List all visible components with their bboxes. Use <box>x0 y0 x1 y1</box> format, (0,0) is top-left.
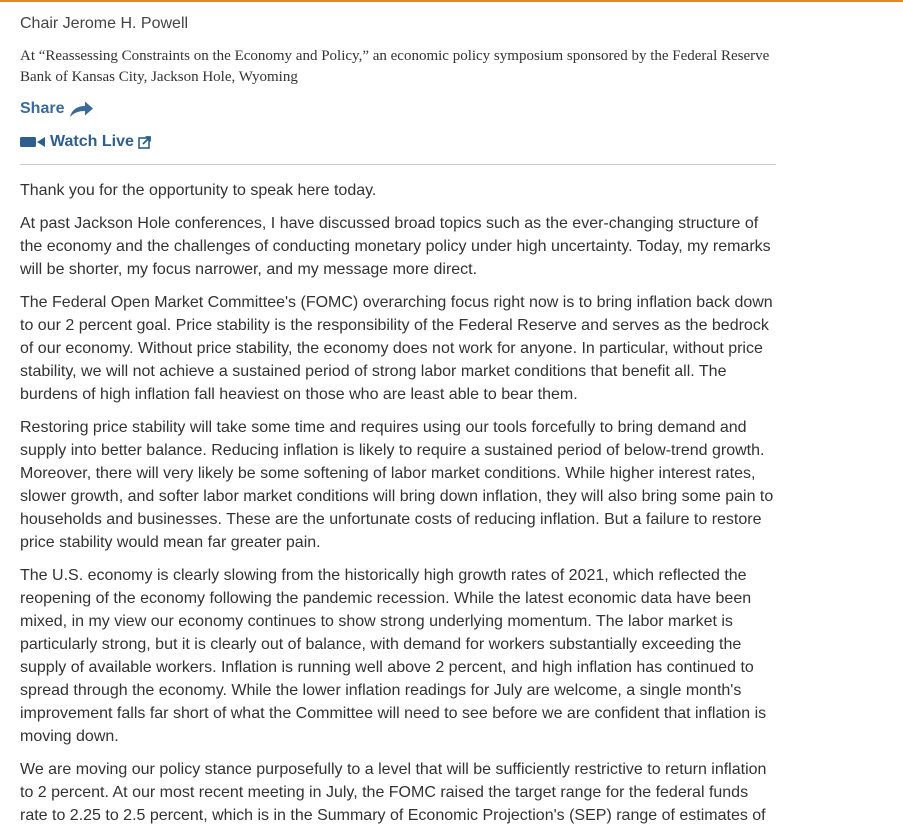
watch-live-link[interactable] <box>20 131 160 153</box>
speech-paragraph: Thank you for the opportunity to speak here today. <box>20 182 377 199</box>
share-label: Share <box>20 100 65 117</box>
speech-paragraph: The Federal Open Market Committee's (FOMC) overarching focus right now is to bring inflation back down to our 2 percent goal. Price stability is the responsibility of the Federal Reserve and serves as the bedrock of our economy. Without price stability, the economy does not work for anyone. In particular, without price stability, we will not achieve a sustained period of strong labor market conditions that benefit all. The burdens of high inflation fall heaviest on those who are least able to bear them. <box>20 294 773 403</box>
share-arrow-icon <box>68 100 94 118</box>
top-accent-rule <box>0 0 903 2</box>
video-camera-icon <box>20 136 46 148</box>
speech-paragraph: We are moving our policy stance purposefully to a level that will be sufficiently restrictive to return inflation to 2 percent. At our most recent meeting in July, the FOMC raised the target range for the federal funds rate to 2.25 to 2.5 percent, which is in the Summary of Economic Projection's (SEP) range of estimates of <box>20 761 767 824</box>
speech-body <box>20 179 776 827</box>
speech-page <box>20 13 776 837</box>
speech-paragraph: The U.S. economy is clearly slowing from the historically high growth rates of 2021, which reflected the reopening of the economy following the pandemic recession. While the latest economic data have been mixed, in my view our economy continues to show strong underlying momentum. The labor market is particularly strong, but it is clearly out of balance, with demand for workers substantially exceeding the supply of available workers. Inflation is running well above 2 percent, and high inflation has continued to spread through the economy. While the lower inflation readings for July are welcome, a single month's improvement falls far short of what the Committee will need to see before we are confident that inflation is moving down. <box>20 567 767 745</box>
speech-paragraph: At past Jackson Hole conferences, I have discussed broad topics such as the ever-changing structure of the economy and the challenges of conducting monetary policy under high uncertainty. Today, my remarks will be shorter, my focus narrower, and my message more direct. <box>20 215 771 278</box>
speaker-name: Chair Jerome H. Powell <box>20 15 189 32</box>
share-button[interactable] <box>20 98 94 120</box>
external-link-icon <box>138 136 151 149</box>
speech-paragraph: Restoring price stability will take some time and requires using our tools forcefully to bring demand and supply into better balance. Reducing inflation is likely to require a sustained period of below-trend growth. Moreover, there will very likely be some softening of labor market conditions. While higher interest rates, slower growth, and softer labor market conditions will bring down inflation, they will also bring some pain to households and businesses. These are the unfortunate costs of reducing inflation. But a failure to restore price stability would mean far greater pain. <box>20 419 774 551</box>
event-description: At “Reassessing Constraints on the Economy and Policy,” an economic policy symposium sponsored by the Federal Reserve Bank of Kansas City, Jackson Hole, Wyoming <box>20 48 770 85</box>
section-divider <box>20 164 776 165</box>
watch-live-label: Watch Live <box>50 133 134 150</box>
